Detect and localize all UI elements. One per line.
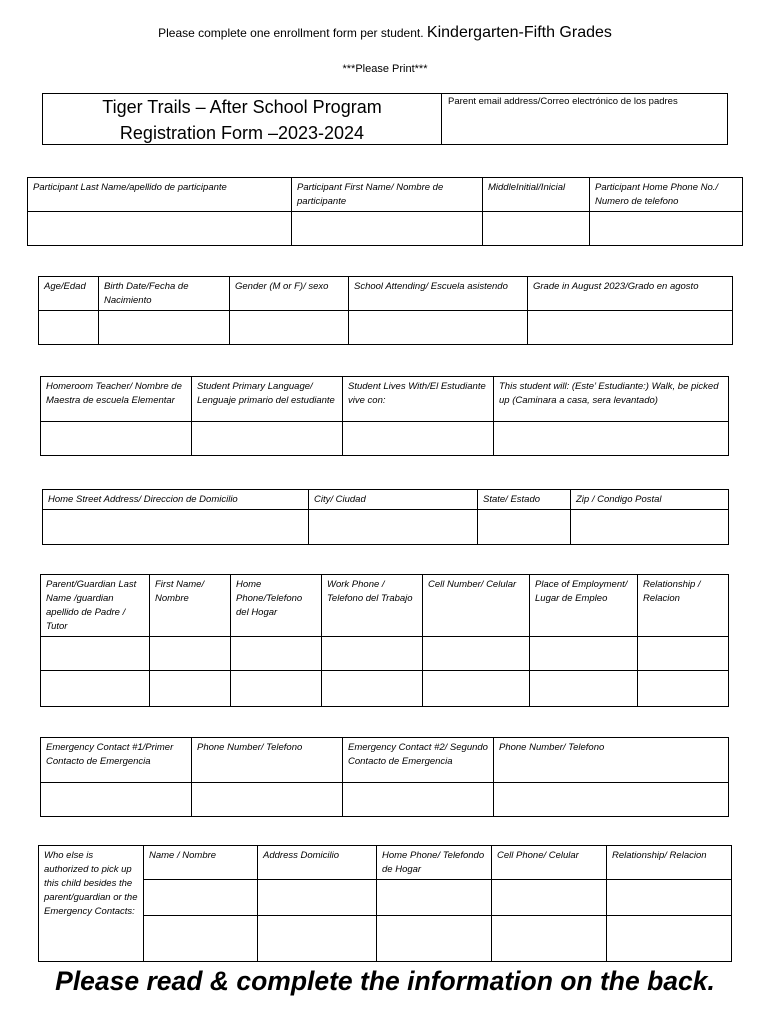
- back-page-notice: Please read & complete the information on the back.: [55, 966, 715, 996]
- emergency-contact-2-input[interactable]: [343, 783, 494, 817]
- home-phone-label: Participant Home Phone No./ Numero de telefono: [590, 178, 743, 212]
- emergency-contacts-table: [40, 737, 729, 817]
- pickup-input-cell[interactable]: [377, 880, 492, 916]
- form-title-box: [42, 93, 442, 145]
- emergency-phone-1-input[interactable]: [192, 783, 343, 817]
- emergency-phone-1-label: Phone Number/ Telefono: [192, 738, 343, 783]
- guardian-input-cell[interactable]: [41, 671, 150, 707]
- pickup-input-cell[interactable]: [607, 880, 732, 916]
- guardian-input-cell[interactable]: [423, 671, 530, 707]
- guardian-input-cell[interactable]: [638, 671, 729, 707]
- guardian-input-cell[interactable]: [530, 671, 638, 707]
- guardian-input-cell[interactable]: [231, 671, 322, 707]
- emergency-phone-2-input[interactable]: [494, 783, 729, 817]
- pickup-input-cell[interactable]: [492, 916, 607, 962]
- grades-text: Kindergarten-Fifth Grades: [426, 24, 612, 41]
- school-label: School Attending/ Escuela asistendo: [349, 277, 528, 311]
- pickup-input-cell[interactable]: [492, 880, 607, 916]
- city-input[interactable]: [309, 510, 478, 545]
- guardian-home-phone-label: Home Phone/Telefono del Hogar: [231, 575, 322, 637]
- dismissal-label: This student will: (Este’ Estudiante:) Walk, be picked up (Caminara a casa, sera levantado): [494, 377, 729, 422]
- state-input[interactable]: [478, 510, 571, 545]
- home-phone-input[interactable]: [590, 212, 743, 246]
- guardian-relationship-label: Relationship / Relacion: [638, 575, 729, 637]
- language-input[interactable]: [192, 422, 343, 456]
- pickup-input-cell[interactable]: [144, 880, 258, 916]
- dismissal-input[interactable]: [494, 422, 729, 456]
- street-address-label: Home Street Address/ Direccion de Domicilio: [43, 490, 309, 510]
- city-label: City/ Ciudad: [309, 490, 478, 510]
- street-address-input[interactable]: [43, 510, 309, 545]
- pickup-cell-label: Cell Phone/ Celular: [492, 846, 607, 880]
- guardian-input-cell[interactable]: [322, 637, 423, 671]
- language-label: Student Primary Language/ Lenguaje primario del estudiante: [192, 377, 343, 422]
- pickup-input-cell[interactable]: [258, 916, 377, 962]
- emergency-phone-2-label: Phone Number/ Telefono: [494, 738, 729, 783]
- school-details-table: [40, 376, 729, 456]
- guardian-work-phone-label: Work Phone / Telefono del Trabajo: [322, 575, 423, 637]
- guardian-input-cell[interactable]: [423, 637, 530, 671]
- parent-email-field[interactable]: [441, 93, 728, 145]
- guardian-input-cell[interactable]: [530, 637, 638, 671]
- guardian-input-cell[interactable]: [322, 671, 423, 707]
- birth-date-input[interactable]: [99, 311, 230, 345]
- authorized-pickup-table: [38, 845, 732, 962]
- form-title-line1: Tiger Trails – After School Program: [102, 97, 382, 117]
- gender-label: Gender (M or F)/ sexo: [230, 277, 349, 311]
- state-label: State/ Estado: [478, 490, 571, 510]
- emergency-contact-1-label: Emergency Contact #1/Primer Contacto de Emergencia: [41, 738, 192, 783]
- pickup-input-cell[interactable]: [258, 880, 377, 916]
- parent-email-label: Parent email address/Correo electrónico de los padres: [448, 96, 678, 107]
- guardian-input-cell[interactable]: [231, 637, 322, 671]
- guardian-last-name-label: Parent/Guardian Last Name /guardian apellido de Padre / Tutor: [41, 575, 150, 637]
- participant-name-table: [27, 177, 743, 246]
- teacher-label: Homeroom Teacher/ Nombre de Maestra de escuela Elementar: [41, 377, 192, 422]
- address-table: [42, 489, 729, 545]
- age-label: Age/Edad: [39, 277, 99, 311]
- form-instruction-header: [0, 24, 770, 42]
- pickup-input-cell[interactable]: [607, 916, 732, 962]
- last-name-label: Participant Last Name/apellido de participante: [28, 178, 292, 212]
- middle-initial-label: MiddleInitial/Inicial: [483, 178, 590, 212]
- authorized-pickup-label: Who else is authorized to pick up this child besides the parent/guardian or the Emergency Contacts:: [39, 846, 144, 962]
- lives-with-input[interactable]: [343, 422, 494, 456]
- form-title-line2: Registration Form –2023-2024: [119, 123, 365, 143]
- guardian-input-cell[interactable]: [41, 637, 150, 671]
- first-name-input[interactable]: [292, 212, 483, 246]
- pickup-relationship-label: Relationship/ Relacion: [607, 846, 732, 880]
- gender-input[interactable]: [230, 311, 349, 345]
- zip-label: Zip / Condigo Postal: [571, 490, 729, 510]
- print-note: ***Please Print***: [342, 63, 428, 75]
- guardian-cell-label: Cell Number/ Celular: [423, 575, 530, 637]
- guardian-employment-label: Place of Employment/ Lugar de Empleo: [530, 575, 638, 637]
- guardian-input-cell[interactable]: [150, 671, 231, 707]
- emergency-contact-1-input[interactable]: [41, 783, 192, 817]
- emergency-contact-2-label: Emergency Contact #2/ Segundo Contacto de Emergencia: [343, 738, 494, 783]
- birth-date-label: Birth Date/Fecha de Nacimiento: [99, 277, 230, 311]
- middle-initial-input[interactable]: [483, 212, 590, 246]
- student-info-table: [38, 276, 733, 345]
- age-input[interactable]: [39, 311, 99, 345]
- guardian-input-cell[interactable]: [638, 637, 729, 671]
- parent-guardian-table: [40, 574, 729, 707]
- first-name-label: Participant First Name/ Nombre de participante: [292, 178, 483, 212]
- pickup-input-cell[interactable]: [144, 916, 258, 962]
- school-input[interactable]: [349, 311, 528, 345]
- last-name-input[interactable]: [28, 212, 292, 246]
- pickup-input-cell[interactable]: [377, 916, 492, 962]
- grade-input[interactable]: [528, 311, 733, 345]
- pickup-name-label: Name / Nombre: [144, 846, 258, 880]
- instruction-text: Please complete one enrollment form per student.: [158, 26, 424, 40]
- lives-with-label: Student Lives With/El Estudiante vive con:: [343, 377, 494, 422]
- pickup-address-label: Address Domicilio: [258, 846, 377, 880]
- grade-label: Grade in August 2023/Grado en agosto: [528, 277, 733, 311]
- pickup-home-phone-label: Home Phone/ Telefondo de Hogar: [377, 846, 492, 880]
- zip-input[interactable]: [571, 510, 729, 545]
- guardian-input-cell[interactable]: [150, 637, 231, 671]
- teacher-input[interactable]: [41, 422, 192, 456]
- guardian-first-name-label: First Name/ Nombre: [150, 575, 231, 637]
